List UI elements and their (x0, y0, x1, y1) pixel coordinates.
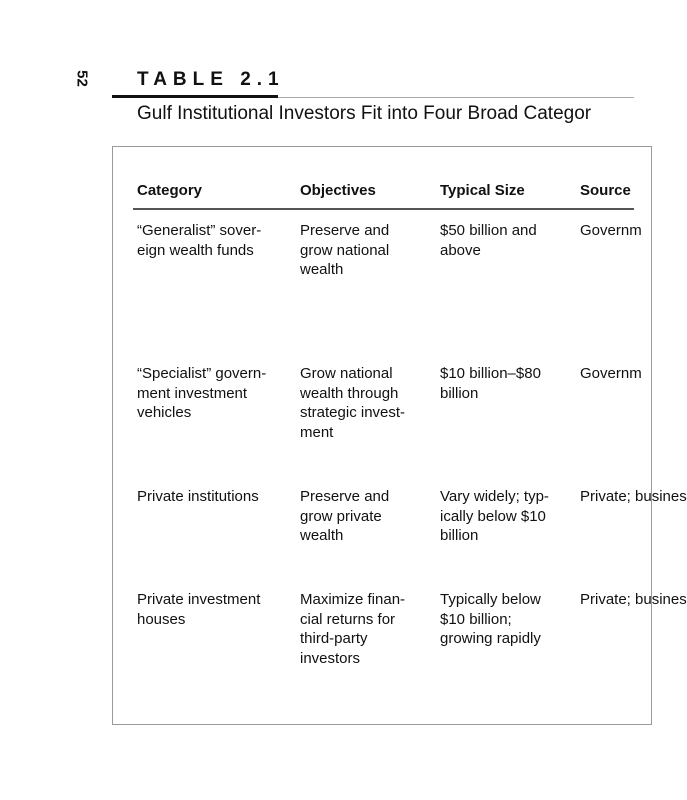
table-cell-category: “Specialist” govern- ment investment vehicles (137, 365, 267, 421)
column-header-objectives: Objectives (300, 182, 376, 199)
column-header-typical-size: Typical Size (440, 182, 525, 199)
table-cell-objectives: Maximize finan- cial returns for third-party investors (300, 591, 406, 667)
table-cell-typical-size: $10 billion–$80 billion (440, 365, 541, 402)
table-cell-category: Private institutions (137, 488, 259, 505)
title-rule (278, 97, 634, 98)
table-cell-objectives: Preserve and grow national wealth (300, 222, 390, 278)
column-header-category: Category (137, 182, 203, 199)
table-cell-typical-size: Typically below $10 billion; growing rapidly (440, 591, 541, 647)
table-cell-category: “Generalist” sover- eign wealth funds (137, 222, 262, 259)
table-cell-objectives: Grow national wealth through strategic invest- ment (300, 365, 406, 441)
table-cell-category: Private investment houses (137, 591, 261, 628)
page-number: 52 (73, 70, 91, 87)
table-label: TABLE 2.1 (137, 69, 285, 90)
table-cell-source: Governm (580, 365, 642, 382)
table-title: Gulf Institutional Investors Fit into Four Broad Categor (137, 103, 592, 124)
table-cell-source: Governm (580, 222, 642, 239)
header-rule (133, 208, 634, 210)
table-cell-objectives: Preserve and grow private wealth (300, 488, 390, 544)
table-label-rule (112, 95, 278, 98)
table-cell-typical-size: Vary widely; typ- ically below $10 billion (440, 488, 549, 544)
column-header-source: Source (580, 182, 631, 199)
table-cell-typical-size: $50 billion and above (440, 222, 537, 259)
table-cell-source: Private; busines (580, 488, 687, 505)
table-cell-source: Private; busines (580, 591, 687, 608)
